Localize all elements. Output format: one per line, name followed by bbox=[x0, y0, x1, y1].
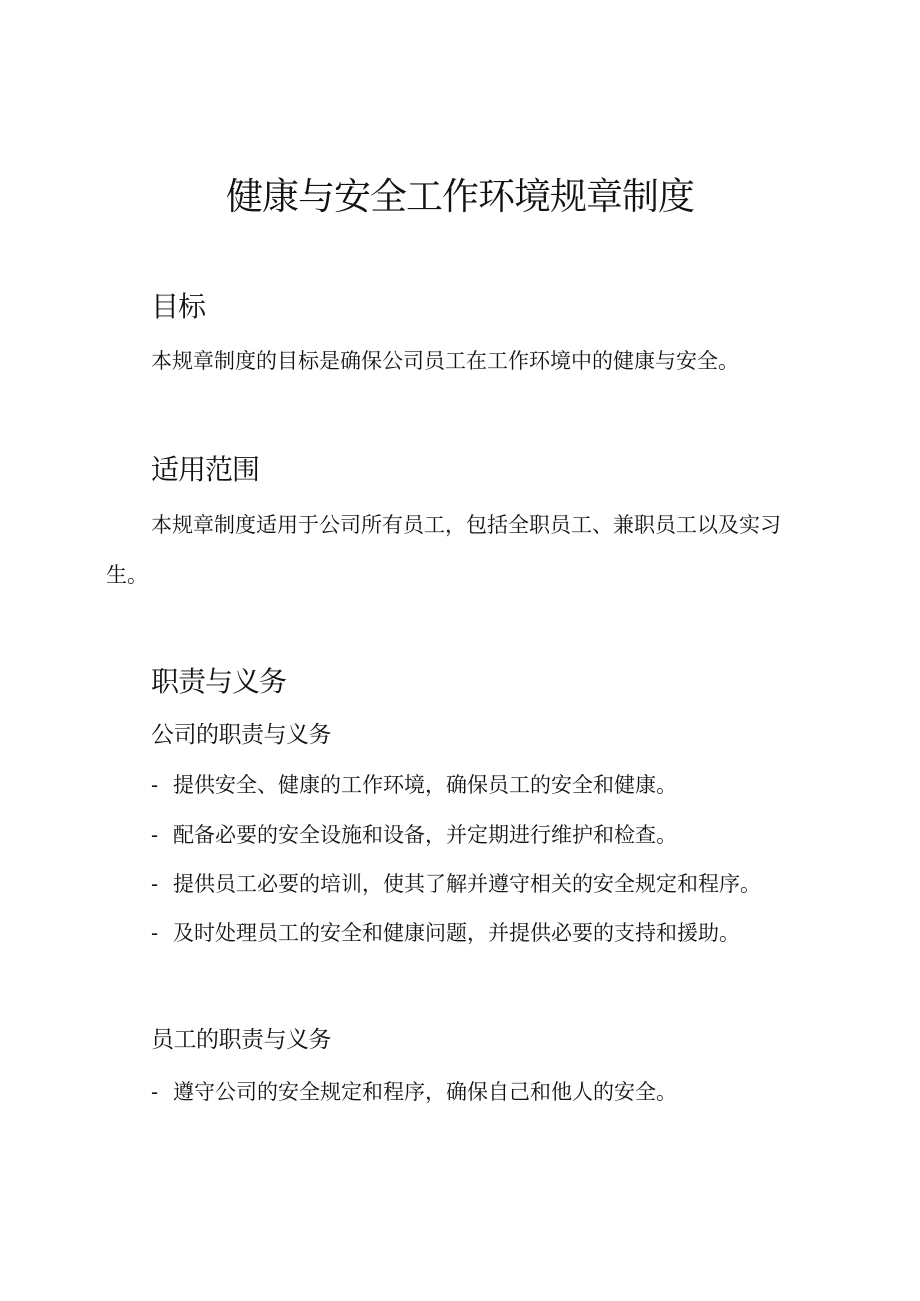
subheading-company-duties: 公司的职责与义务 bbox=[151, 722, 331, 748]
bullet-dash: - bbox=[151, 1080, 159, 1104]
list-item bbox=[151, 770, 677, 800]
list-item-text: 提供员工必要的培训，使其了解并遵守相关的安全规定和程序。 bbox=[173, 872, 761, 896]
subheading-employee-duties: 员工的职责与义务 bbox=[151, 1027, 331, 1053]
scope-paragraph-line-2: 生。 bbox=[106, 563, 148, 587]
list-item-text: 遵守公司的安全规定和程序，确保自己和他人的安全。 bbox=[173, 1080, 677, 1104]
scope-paragraph-line-1: 本规章制度适用于公司所有员工，包括全职员工、兼职员工以及实习 bbox=[151, 513, 781, 537]
section-heading-goal: 目标 bbox=[151, 290, 206, 323]
bullet-dash: - bbox=[151, 921, 159, 945]
list-item-text: 配备必要的安全设施和设备，并定期进行维护和检查。 bbox=[173, 823, 677, 847]
bullet-dash: - bbox=[151, 823, 159, 847]
list-item-text: 提供安全、健康的工作环境，确保员工的安全和健康。 bbox=[173, 773, 677, 797]
list-item bbox=[151, 869, 761, 899]
list-item bbox=[151, 1077, 677, 1107]
bullet-dash: - bbox=[151, 872, 159, 896]
list-item bbox=[151, 918, 740, 948]
section-heading-duties: 职责与义务 bbox=[151, 665, 287, 698]
goal-paragraph: 本规章制度的目标是确保公司员工在工作环境中的健康与安全。 bbox=[151, 349, 739, 373]
document-title: 健康与安全工作环境规章制度 bbox=[226, 175, 694, 218]
list-item-text: 及时处理员工的安全和健康问题，并提供必要的支持和援助。 bbox=[173, 921, 740, 945]
section-heading-scope: 适用范围 bbox=[151, 453, 260, 486]
list-item bbox=[151, 820, 677, 850]
bullet-dash: - bbox=[151, 773, 159, 797]
